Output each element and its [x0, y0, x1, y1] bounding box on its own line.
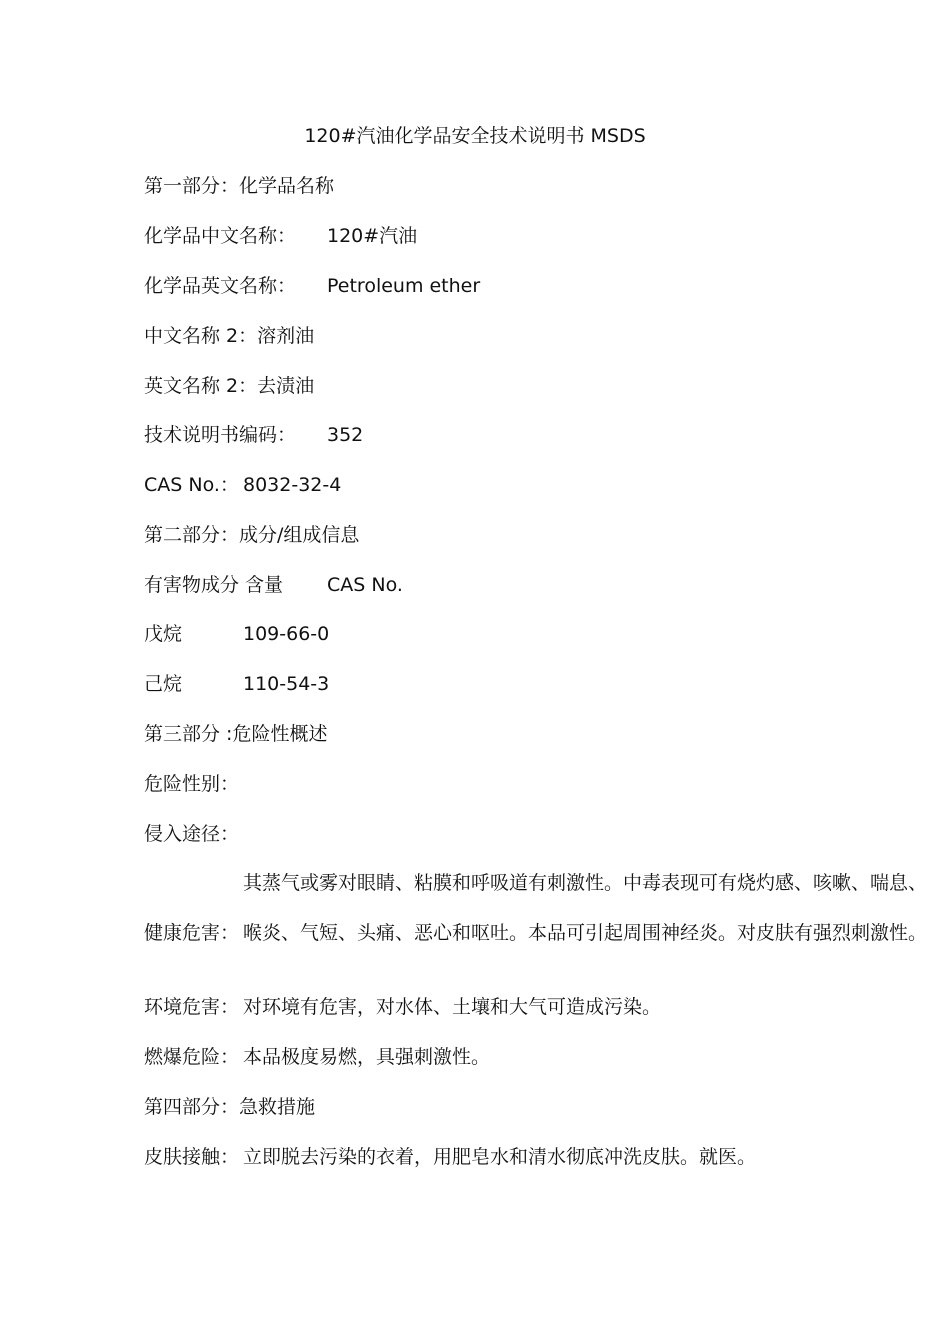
table-row-cas: 110-54-3 — [243, 673, 330, 695]
env-hazard-value: 对环境有危害，对水体、土壤和大气可造成污染。 — [243, 996, 662, 1018]
table-row-name: 戊烷 — [144, 623, 183, 645]
table-row-cas: 109-66-0 — [243, 623, 330, 645]
health-hazard-label: 健康危害： — [144, 922, 240, 944]
cn-name-value: 120#汽油 — [327, 225, 418, 247]
en-name2: 英文名称 2：去渍油 — [144, 375, 315, 397]
env-hazard-label: 环境危害： — [144, 996, 240, 1018]
code-value: 352 — [327, 424, 364, 446]
table-header-ingredient: 有害物成分 含量 — [144, 574, 284, 596]
fire-hazard-label: 燃爆危险： — [144, 1046, 240, 1068]
health-hazard-line2: 喉炎、气短、头痛、恶心和呕吐。本品可引起周围神经炎。对皮肤有强烈刺激性。 — [243, 922, 928, 944]
section4-heading: 第四部分：急救措施 — [144, 1096, 316, 1118]
cas-value: 8032-32-4 — [243, 474, 342, 496]
skin-contact-value: 立即脱去污染的衣着，用肥皂水和清水彻底冲洗皮肤。就医。 — [243, 1146, 757, 1168]
skin-contact-label: 皮肤接触： — [144, 1146, 240, 1168]
section3-heading: 第三部分 :危险性概述 — [144, 723, 328, 745]
health-hazard-line1: 其蒸气或雾对眼睛、粘膜和呼吸道有刺激性。中毒表现可有烧灼感、咳嗽、喘息、 — [243, 872, 928, 894]
document-title: 120#汽油化学品安全技术说明书 MSDS — [304, 125, 646, 147]
cn-name-label: 化学品中文名称： — [144, 225, 297, 247]
en-name-label: 化学品英文名称： — [144, 275, 297, 297]
fire-hazard-value: 本品极度易燃，具强刺激性。 — [243, 1046, 491, 1068]
cas-label: CAS No.： — [144, 474, 239, 496]
section1-heading: 第一部分：化学品名称 — [144, 175, 335, 197]
table-row-name: 己烷 — [144, 673, 183, 695]
code-label: 技术说明书编码： — [144, 424, 297, 446]
en-name-value: Petroleum ether — [327, 275, 481, 297]
cn-name2: 中文名称 2：溶剂油 — [144, 325, 315, 347]
route-label: 侵入途径： — [144, 823, 240, 845]
hazard-class-label: 危险性别： — [144, 773, 240, 795]
table-header-cas: CAS No. — [327, 574, 403, 596]
section2-heading: 第二部分：成分/组成信息 — [144, 524, 360, 546]
